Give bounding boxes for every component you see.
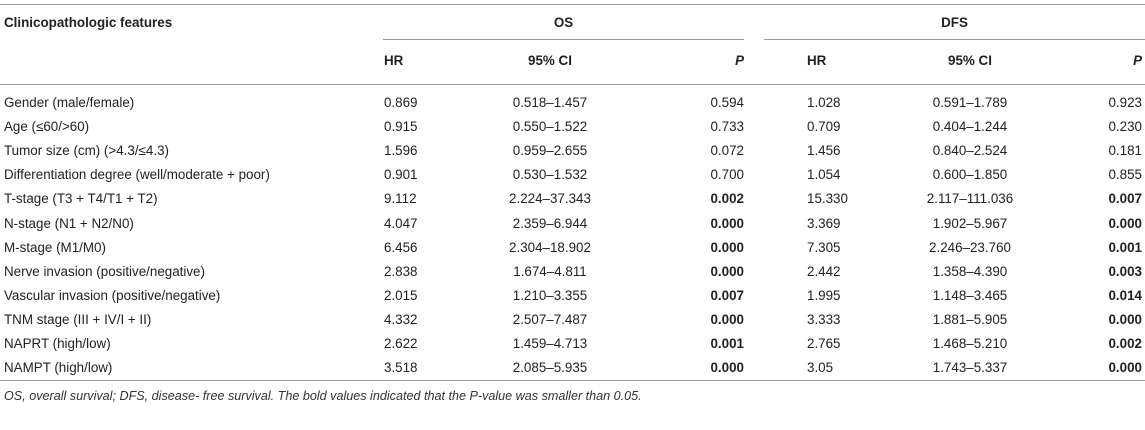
dfs-p-cell: 0.000: [1108, 360, 1142, 376]
features-header: Clinicopathologic features: [4, 15, 173, 30]
os-p-cell: 0.002: [710, 191, 744, 207]
dfs-p-cell: 0.007: [1108, 191, 1142, 207]
dfs-ci-cell: 2.117–111.036: [926, 191, 1014, 207]
os-ci-cell: 1.674–4.811: [513, 263, 587, 279]
dfs-hr-cell: 7.305: [807, 239, 841, 255]
os-hr-cell: 2.838: [384, 263, 418, 279]
dfs-hr-cell: 1.054: [807, 167, 841, 183]
feature-cell: Gender (male/female): [4, 95, 135, 110]
os-group-rule: [383, 39, 744, 40]
feature-cell: NAMPT (high/low): [4, 360, 113, 376]
os-hr-cell: 4.047: [384, 215, 418, 231]
top-rule: [0, 4, 1145, 5]
os-ci-cell: 2.359–6.944: [512, 215, 588, 231]
os-ci-cell: 2.085–5.935: [512, 360, 588, 376]
os-hr-cell: 2.622: [384, 336, 418, 351]
dfs-hr-cell: 3.369: [807, 215, 841, 231]
os-p-cell: 0.000: [710, 360, 744, 376]
dfs-ci-cell: 2.246–23.760: [929, 239, 1011, 255]
dfs-hr-header: HR: [807, 53, 827, 68]
os-hr-cell: 0.901: [384, 167, 418, 183]
os-hr-cell: 3.518: [384, 360, 418, 376]
os-ci-cell: 1.459–4.713: [512, 336, 588, 351]
dfs-p-cell: 0.000: [1108, 311, 1142, 327]
dfs-ci-cell: 1.148–3.465: [932, 287, 1008, 303]
dfs-hr-cell: 1.995: [807, 287, 841, 303]
os-hr-cell: 1.596: [384, 143, 418, 159]
dfs-ci-cell: 1.743–5.337: [932, 360, 1008, 376]
dfs-p-cell: 0.855: [1108, 167, 1142, 183]
header-bottom-rule: [0, 84, 1145, 85]
feature-cell: N-stage (N1 + N2/N0): [4, 215, 134, 231]
table-row: [0, 92, 1145, 115]
table-row: [0, 116, 1145, 139]
feature-cell: Vascular invasion (positive/negative): [4, 287, 221, 303]
dfs-ci-cell: 1.358–4.390: [932, 263, 1008, 279]
feature-cell: Differentiation degree (well/moderate + poor): [4, 167, 270, 183]
dfs-p-cell: 0.003: [1108, 263, 1142, 279]
table-row: [0, 333, 1145, 356]
dfs-ci-header: 95% CI: [948, 53, 992, 68]
os-p-cell: 0.072: [710, 143, 744, 159]
dfs-header: DFS: [941, 15, 968, 30]
os-hr-cell: 2.015: [384, 287, 418, 303]
feature-cell: NAPRT (high/low): [4, 336, 111, 351]
os-ci-cell: 1.210–3.355: [512, 287, 588, 303]
table-row: [0, 188, 1145, 211]
os-ci-cell: 0.959–2.655: [512, 143, 588, 159]
table-footnote: OS, overall survival; DFS, disease- free survival. The bold values indicated that the P-value was smaller than 0.05.: [4, 389, 642, 403]
os-p-cell: 0.594: [710, 95, 744, 110]
table-bottom-rule: [0, 380, 1145, 381]
feature-cell: Tumor size (cm) (>4.3/≤4.3): [4, 143, 169, 159]
dfs-hr-cell: 0.709: [807, 119, 841, 135]
os-ci-cell: 2.224–37.343: [509, 191, 591, 207]
dfs-p-cell: 0.181: [1108, 143, 1142, 159]
dfs-hr-cell: 3.05: [807, 360, 834, 376]
os-header: OS: [553, 15, 574, 30]
os-ci-cell: 2.507–7.487: [512, 311, 588, 327]
table-row: [0, 140, 1145, 163]
dfs-hr-cell: 2.765: [807, 336, 841, 351]
dfs-ci-cell: 0.404–1.244: [932, 119, 1008, 135]
table-row: [0, 213, 1145, 236]
os-p-cell: 0.000: [710, 239, 744, 255]
dfs-ci-cell: 1.902–5.967: [932, 215, 1008, 231]
os-hr-cell: 0.915: [384, 119, 418, 135]
feature-cell: T-stage (T3 + T4/T1 + T2): [4, 191, 158, 207]
table-row: [0, 261, 1145, 284]
dfs-hr-cell: 1.028: [807, 95, 841, 110]
dfs-hr-cell: 1.456: [807, 143, 841, 159]
os-p-cell: 0.700: [710, 167, 744, 183]
os-hr-cell: 9.112: [384, 191, 417, 207]
feature-cell: M-stage (M1/M0): [4, 239, 106, 255]
os-ci-cell: 0.518–1.457: [512, 95, 588, 110]
dfs-p-cell: 0.001: [1108, 239, 1142, 255]
dfs-p-cell: 0.002: [1108, 336, 1142, 351]
dfs-p-cell: 0.230: [1108, 119, 1142, 135]
feature-cell: Age (≤60/>60): [4, 119, 90, 135]
os-p-cell: 0.007: [710, 287, 744, 303]
dfs-ci-cell: 0.840–2.524: [932, 143, 1008, 159]
dfs-ci-cell: 0.591–1.789: [932, 95, 1008, 110]
feature-cell: TNM stage (III + IV/I + II): [4, 311, 152, 327]
dfs-ci-cell: 1.881–5.905: [932, 311, 1008, 327]
os-ci-cell: 2.304–18.902: [509, 239, 591, 255]
dfs-hr-cell: 15.330: [807, 191, 848, 207]
os-p-cell: 0.000: [710, 263, 744, 279]
table-row: [0, 285, 1145, 308]
dfs-p-header: P: [1133, 53, 1142, 68]
dfs-p-cell: 0.014: [1108, 287, 1142, 303]
table-row: [0, 357, 1145, 380]
table-row: [0, 164, 1145, 187]
os-p-cell: 0.001: [710, 336, 744, 351]
os-p-header: P: [735, 53, 744, 68]
dfs-group-rule: [764, 39, 1145, 40]
feature-cell: Nerve invasion (positive/negative): [4, 263, 205, 279]
os-ci-header: 95% CI: [528, 53, 572, 68]
os-ci-cell: 0.530–1.532: [512, 167, 588, 183]
os-hr-cell: 6.456: [384, 239, 418, 255]
os-p-cell: 0.000: [710, 215, 744, 231]
dfs-hr-cell: 2.442: [807, 263, 841, 279]
dfs-p-cell: 0.923: [1108, 95, 1142, 110]
dfs-p-cell: 0.000: [1108, 215, 1142, 231]
os-hr-cell: 4.332: [384, 311, 418, 327]
os-p-cell: 0.000: [710, 311, 744, 327]
table-row: [0, 309, 1145, 332]
os-p-cell: 0.733: [710, 119, 744, 135]
os-hr-header: HR: [384, 53, 404, 68]
dfs-ci-cell: 0.600–1.850: [932, 167, 1008, 183]
dfs-hr-cell: 3.333: [807, 311, 841, 327]
dfs-ci-cell: 1.468–5.210: [932, 336, 1008, 351]
table-row: [0, 237, 1145, 260]
os-ci-cell: 0.550–1.522: [512, 119, 588, 135]
os-hr-cell: 0.869: [384, 95, 418, 110]
